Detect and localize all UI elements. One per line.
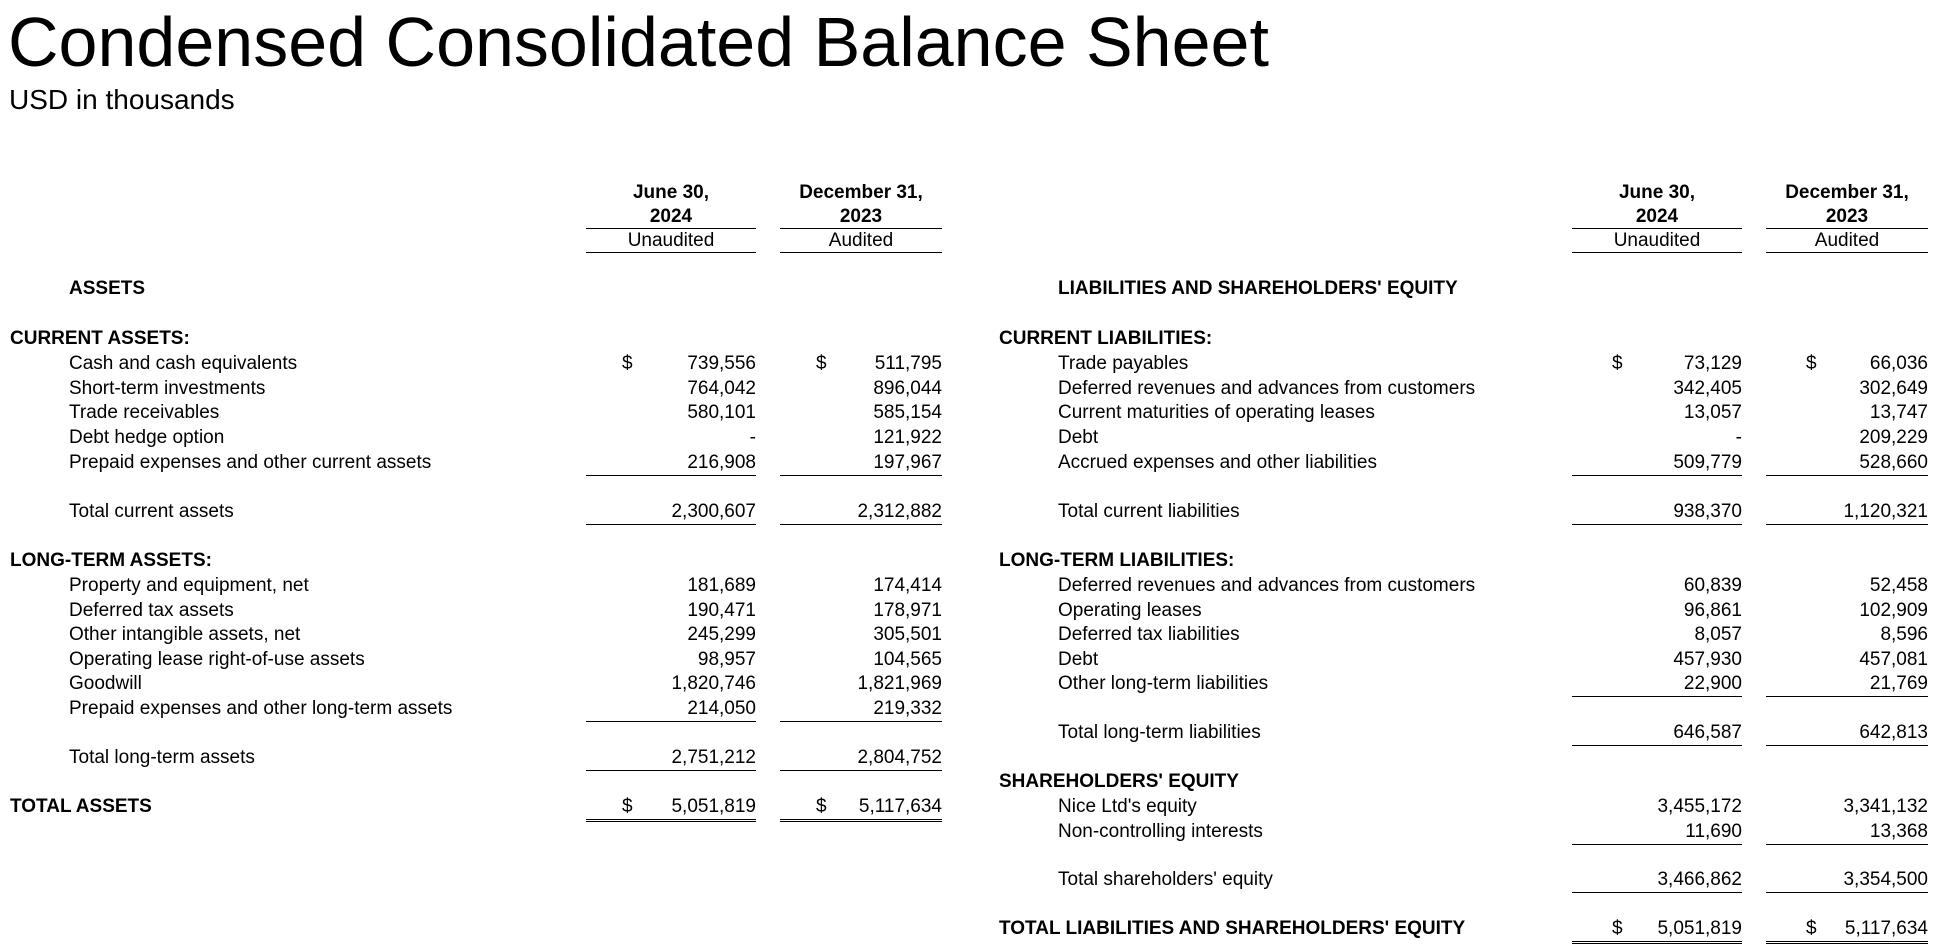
grand-total-label: TOTAL ASSETS [10,796,152,817]
line-item-label: Total current liabilities [1058,501,1240,522]
subtotal-rule [1766,892,1928,893]
line-item-value: 342,405 [1673,377,1742,399]
line-item-value: 1,120,321 [1843,501,1928,522]
line-item-label: Accrued expenses and other liabilities [1058,451,1377,473]
line-item-value: 938,370 [1673,501,1742,522]
line-item-value: 8,057 [1694,624,1742,645]
line-item-label: Short-term investments [69,377,266,399]
line-item-value: 174,414 [873,575,942,596]
line-item-label: Debt hedge option [69,427,225,448]
line-item-value: 178,971 [873,599,942,621]
line-item-value: 52,458 [1869,575,1928,596]
column-header-status: Audited [828,230,894,251]
line-item-value: 66,036 [1869,353,1928,374]
line-item-value: 104,565 [873,648,942,670]
column-header-status: Unaudited [627,230,715,251]
column-header-year: 2024 [649,206,693,227]
line-item-value: 2,804,752 [857,747,942,768]
line-item-label: Debt [1058,427,1099,448]
column-header-rule [1572,252,1742,253]
line-item-label: Trade payables [1058,353,1189,374]
section-heading: LONG-TERM LIABILITIES: [999,550,1235,571]
subtotal-rule [1766,475,1928,476]
line-item-value: 3,466,862 [1657,869,1742,890]
line-item-value: 11,690 [1685,820,1742,842]
subtotal-rule [1766,745,1928,746]
line-item-value: - [1735,427,1742,448]
line-item-label: Non-controlling interests [1058,820,1263,842]
line-item-label: Total current assets [69,501,234,522]
line-item-value: 764,042 [687,377,756,399]
line-item-label: Trade receivables [69,402,220,423]
section-heading: CURRENT ASSETS: [10,328,190,349]
line-item-value: 13,368 [1869,820,1928,842]
line-item-value: 98,957 [697,648,756,670]
section-heading: SHAREHOLDERS' EQUITY [999,771,1239,792]
line-item-value: 209,229 [1859,427,1928,448]
line-item-value: 245,299 [687,624,756,645]
column-header-status: Unaudited [1613,230,1701,251]
line-item-label: Other intangible assets, net [69,624,301,645]
section-heading: CURRENT LIABILITIES: [999,328,1213,349]
grand-total-label: TOTAL LIABILITIES AND SHAREHOLDERS' EQUITY [999,918,1466,939]
line-item-value: 2,300,607 [671,501,756,522]
line-item-value: 896,044 [873,377,942,399]
page-subtitle: USD in thousands [9,84,235,115]
currency-symbol: $ [1806,353,1817,374]
line-item-label: Deferred tax liabilities [1058,624,1240,645]
line-item-label: Other long-term liabilities [1058,673,1269,694]
line-item-value: 21,769 [1869,673,1928,694]
subtotal-rule [1572,475,1742,476]
column-header-status: Audited [1814,230,1880,251]
currency-symbol: $ [622,796,633,817]
currency-symbol: $ [816,796,827,817]
subtotal-rule [1572,524,1742,525]
line-item-value: 305,501 [873,624,942,645]
column-header-date: June 30, [632,182,710,203]
line-item-value: 22,900 [1683,673,1742,694]
line-item-label: Cash and cash equivalents [69,353,298,374]
line-item-label: Property and equipment, net [69,575,309,596]
line-item-label: Debt [1058,648,1099,670]
line-item-value: 214,050 [687,698,756,719]
line-item-value: 3,341,132 [1843,796,1928,817]
line-item-value: 1,820,746 [671,673,756,694]
line-item-label: Goodwill [69,673,142,694]
section-heading: LIABILITIES AND SHAREHOLDERS' EQUITY [1058,278,1458,299]
line-item-value: 5,051,819 [671,796,756,817]
line-item-label: Operating leases [1058,599,1202,621]
line-item-label: Prepaid expenses and other long-term assets [69,698,453,719]
subtotal-rule [1766,844,1928,845]
subtotal-rule [1572,745,1742,746]
currency-symbol: $ [1612,918,1623,939]
subtotal-rule [1572,892,1742,893]
subtotal-rule [1766,696,1928,697]
line-item-value: 1,821,969 [857,673,942,694]
line-item-label: Nice Ltd's equity [1058,796,1197,817]
page-title: Condensed Consolidated Balance Sheet [8,3,1269,81]
line-item-value: 509,779 [1673,451,1742,473]
line-item-value: 528,660 [1859,451,1928,473]
line-item-value: 585,154 [873,402,942,423]
line-item-value: 121,922 [873,427,942,448]
line-item-value: 3,455,172 [1657,796,1742,817]
line-item-value: 457,930 [1673,648,1742,670]
line-item-value: 302,649 [1859,377,1928,399]
line-item-value: 219,332 [873,698,942,719]
line-item-value: 13,057 [1683,402,1742,423]
line-item-value: 739,556 [687,353,756,374]
line-item-value: 102,909 [1859,599,1928,621]
line-item-value: 5,117,634 [1844,918,1928,939]
line-item-label: Deferred revenues and advances from customers [1058,377,1476,399]
column-header-year: 2023 [1825,206,1869,227]
line-item-value: 13,747 [1869,402,1928,423]
line-item-label: Operating lease right-of-use assets [69,648,365,670]
line-item-value: 646,587 [1673,722,1742,743]
line-item-label: Deferred revenues and advances from customers [1058,575,1476,596]
line-item-value: 96,861 [1683,599,1742,621]
currency-symbol: $ [1806,918,1817,939]
line-item-label: Total long-term assets [69,747,255,768]
subtotal-rule [1572,696,1742,697]
section-heading: LONG-TERM ASSETS: [10,550,212,571]
line-item-value: 457,081 [1859,648,1928,670]
column-header-rule [1766,252,1928,253]
line-item-label: Total shareholders' equity [1058,869,1273,890]
line-item-value: 216,908 [687,451,756,473]
column-header-year: 2023 [839,206,883,227]
line-item-value: - [749,427,756,448]
line-item-label: Total long-term liabilities [1058,722,1261,743]
currency-symbol: $ [816,353,827,374]
line-item-value: 181,689 [687,575,756,596]
line-item-value: 642,813 [1859,722,1928,743]
line-item-value: 73,129 [1683,353,1742,374]
line-item-value: 580,101 [687,402,756,423]
column-header-year: 2024 [1635,206,1679,227]
line-item-label: Deferred tax assets [69,599,234,621]
line-item-value: 60,839 [1683,575,1742,596]
line-item-label: Current maturities of operating leases [1058,402,1375,423]
column-header-date: December 31, [799,182,923,203]
subtotal-rule [1572,844,1742,845]
line-item-value: 197,967 [873,451,942,473]
currency-symbol: $ [1612,353,1623,374]
line-item-value: 2,751,212 [671,747,756,768]
line-item-value: 3,354,500 [1843,869,1928,890]
subtotal-rule [1766,524,1928,525]
line-item-value: 511,795 [874,353,942,374]
line-item-value: 2,312,882 [857,501,942,522]
column-header-date: December 31, [1785,182,1909,203]
line-item-label: Prepaid expenses and other current assets [69,451,432,473]
section-heading: ASSETS [69,278,146,299]
column-header-date: June 30, [1618,182,1696,203]
currency-symbol: $ [622,353,633,374]
line-item-value: 5,051,819 [1657,918,1742,939]
line-item-value: 5,117,634 [858,796,942,817]
line-item-value: 190,471 [687,599,756,621]
line-item-value: 8,596 [1880,624,1928,645]
